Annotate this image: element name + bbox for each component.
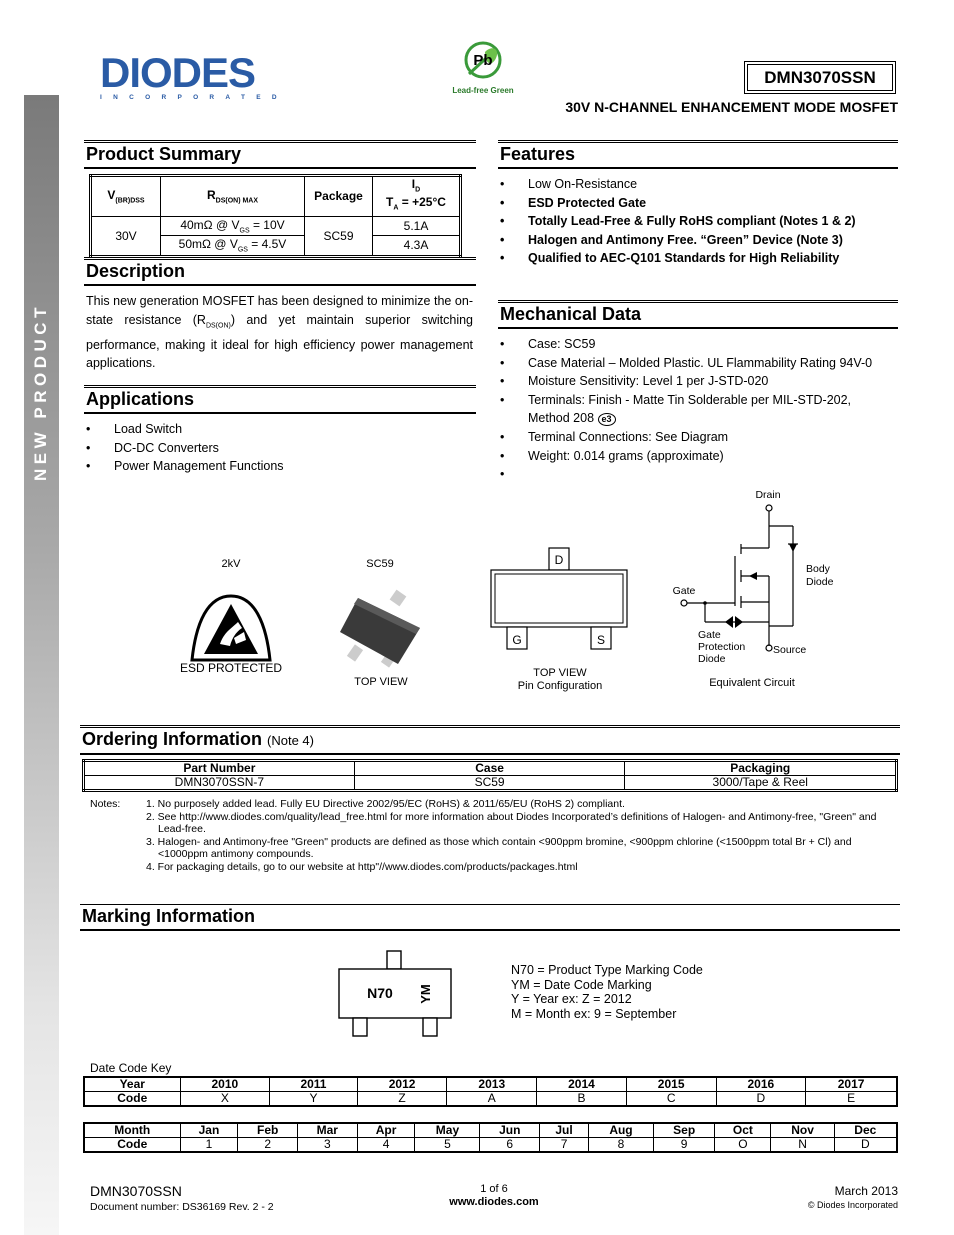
features-list xyxy=(500,175,896,268)
pin-config-label: Pin Configuration xyxy=(517,680,603,692)
description-text: This new generation MOSFET has been designed to minimize the on-state resistance $(R_{DS(ON)})$ and yet maintain superior switching performance, making it ideal for high efficiency power management applications. xyxy=(86,294,473,370)
package-value: SC59 xyxy=(305,216,373,256)
list-item: • Power Management Functions xyxy=(86,457,466,476)
year-code-table: Year 2010 2011 2012 2013 2014 2015 2016 2017 Code X Y Z A B C D E xyxy=(83,1076,898,1107)
ordering-title: Ordering Information (Note 4) xyxy=(80,725,900,755)
date-code-mark: YM xyxy=(418,984,433,1004)
notes-block xyxy=(90,798,898,874)
ordering-header: Case xyxy=(354,761,625,776)
list-item: • Weight: 0.014 grams (approximate) xyxy=(500,447,896,466)
ordering-header: Part Number xyxy=(84,761,355,776)
drain-label: Drain xyxy=(755,489,781,501)
list-item xyxy=(500,465,896,484)
device-subtitle: 30V N-CHANNEL ENHANCEMENT MODE MOSFET xyxy=(565,99,898,115)
source-label: Source xyxy=(773,644,807,656)
pb-icon xyxy=(461,40,505,80)
month-code-table: Month Jan Feb Mar Apr May Jun Jul Aug Sep Oct Nov Dec Code 1 2 3 4 5 6 7 8 9 O N D xyxy=(83,1122,898,1153)
description-title: Description xyxy=(84,257,476,286)
footer-date: March 2013 xyxy=(834,1184,898,1198)
id-header: $I_D$ $T_A = +25^\circ C$ xyxy=(373,176,461,217)
id-value: 4.3A xyxy=(373,236,461,256)
new-product-label: NEW PRODUCT xyxy=(31,303,50,481)
footer-part: DMN3070SSN xyxy=(90,1183,182,1199)
package-header: Package xyxy=(305,176,373,217)
gate-label: Gate xyxy=(672,585,696,597)
marking-legend: N70 = Product Type Marking Code YM = Date Code Marking Y = Year ex: Z = 2012 M = Month ex: 9 = September xyxy=(511,963,703,1021)
part-number-box: DMN3070SSN xyxy=(744,61,896,94)
product-summary-title: Product Summary xyxy=(84,140,476,169)
pin-s-label: S xyxy=(596,633,606,647)
list-item: • Halogen and Antimony Free. “Green” Device (Note 3) xyxy=(500,231,896,250)
rds-value: 50mΩ @ $V_{GS} = 4.5V$ xyxy=(161,236,305,256)
note-item: 3. Halogen- and Antimony-free "Green" products are defined as those which contain <900ppm bromine, <900ppm chlorine (<1500ppm total Br + Cl) and <1000ppm antimony compounds. xyxy=(146,835,852,861)
gp-label-1: Gate xyxy=(698,629,721,641)
esd-label: ESD PROTECTED xyxy=(179,661,282,675)
rds-value: 40mΩ @ $V_{GS} = 10V$ xyxy=(161,216,305,235)
circuit-label: Equivalent Circuit xyxy=(709,677,795,689)
logo-sub: INCORPORATED xyxy=(100,94,288,101)
body-diode-label: Diode xyxy=(806,576,834,588)
svg-text:Pb: Pb xyxy=(473,52,493,69)
side-banner xyxy=(24,95,59,1235)
ordering-table xyxy=(82,759,898,792)
list-item: • Terminal Connections: See Diagram xyxy=(500,428,896,447)
e3-mark: e3 xyxy=(598,413,616,426)
rds-header: $R_{DS(ON) MAX}$ xyxy=(161,176,305,217)
notes-label: Notes: xyxy=(90,798,121,810)
pin-d-label: D xyxy=(554,553,564,567)
footer-doc-number: Document number: DS36169 Rev. 2 - 2 xyxy=(90,1201,274,1213)
list-item: • Low On-Resistance xyxy=(500,175,896,194)
marking-code: N70 xyxy=(367,985,393,1001)
website-link[interactable]: www.diodes.com xyxy=(449,1196,539,1208)
product-summary-table xyxy=(89,174,462,258)
esd-rating: 2kV xyxy=(221,558,241,570)
sc59-package-icon xyxy=(336,588,432,672)
pin-g-label: G xyxy=(512,633,522,647)
footer-right xyxy=(808,1184,898,1210)
lead-free-label: Lead-free Green xyxy=(452,86,514,95)
mechanical-title: Mechanical Data xyxy=(498,300,898,329)
lead-free-badge xyxy=(448,40,518,95)
marking-title: Marking Information xyxy=(80,904,900,931)
applications-title: Applications xyxy=(84,385,476,414)
list-item: • Case Material – Molded Plastic. UL Flammability Rating 94V-0 xyxy=(500,354,896,373)
features-title: Features xyxy=(498,140,898,169)
list-item: • Load Switch xyxy=(86,420,466,439)
pin-configuration-diagram xyxy=(488,546,632,652)
marking-diagram xyxy=(336,948,456,1040)
applications-list xyxy=(86,420,466,476)
equivalent-circuit-diagram xyxy=(665,486,845,676)
footer-copyright: © Diodes Incorporated xyxy=(807,1200,898,1210)
vbr-header: $V_{(BR)DSS}$ xyxy=(91,176,161,217)
body-label: Body xyxy=(806,563,830,575)
diodes-logo xyxy=(100,49,288,101)
footer-center xyxy=(414,1183,574,1208)
footer-left xyxy=(90,1183,274,1213)
package-name: SC59 xyxy=(366,558,394,570)
gp-label-2: Protection xyxy=(698,641,746,653)
note-item: 2. See http://www.diodes.com/quality/lead_free.html for more information about Diodes Incorporated’s definitions of Halogen- and Antimony-free, "Green" and Lead-free. xyxy=(146,810,877,836)
list-item: • Case: SC59 xyxy=(500,335,896,354)
list-item: • Qualified to AEC-Q101 Standards for High Reliability xyxy=(500,249,896,268)
note-item: 1. No purposely added lead. Fully EU Directive 2002/95/EC (RoHS) & 2011/65/EU (RoHS 2) compliant. xyxy=(146,798,625,810)
list-item: • ESD Protected Gate xyxy=(500,194,896,213)
note-item: 4. For packaging details, go to our website at http"//www.diodes.com/products/packages.html xyxy=(146,860,578,873)
logo-word: DIODES xyxy=(100,49,256,96)
list-item: • Terminals: Finish - Matte Tin Solderable per MIL-STD-202, Method 208 e3 xyxy=(500,391,896,428)
mechanical-list xyxy=(500,335,896,484)
esd-warning-icon xyxy=(188,592,274,666)
id-value: 5.1A xyxy=(373,216,461,235)
list-item: • DC-DC Converters xyxy=(86,439,466,458)
pin-view-label: TOP VIEW xyxy=(533,667,587,679)
date-code-key-title: Date Code Key xyxy=(90,1061,172,1075)
table-row: DMN3070SSN-7 SC59 3000/Tape & Reel xyxy=(84,776,897,791)
package-view-label: TOP VIEW xyxy=(354,676,408,688)
gp-label-3: Diode xyxy=(698,653,726,665)
ordering-header: Packaging xyxy=(625,761,897,776)
list-item: • Totally Lead-Free & Fully RoHS compliant (Notes 1 & 2) xyxy=(500,212,896,231)
vbr-value: 30V xyxy=(91,216,161,256)
list-item: • Moisture Sensitivity: Level 1 per J-STD-020 xyxy=(500,372,896,391)
page-number: 1 of 6 xyxy=(480,1183,508,1195)
